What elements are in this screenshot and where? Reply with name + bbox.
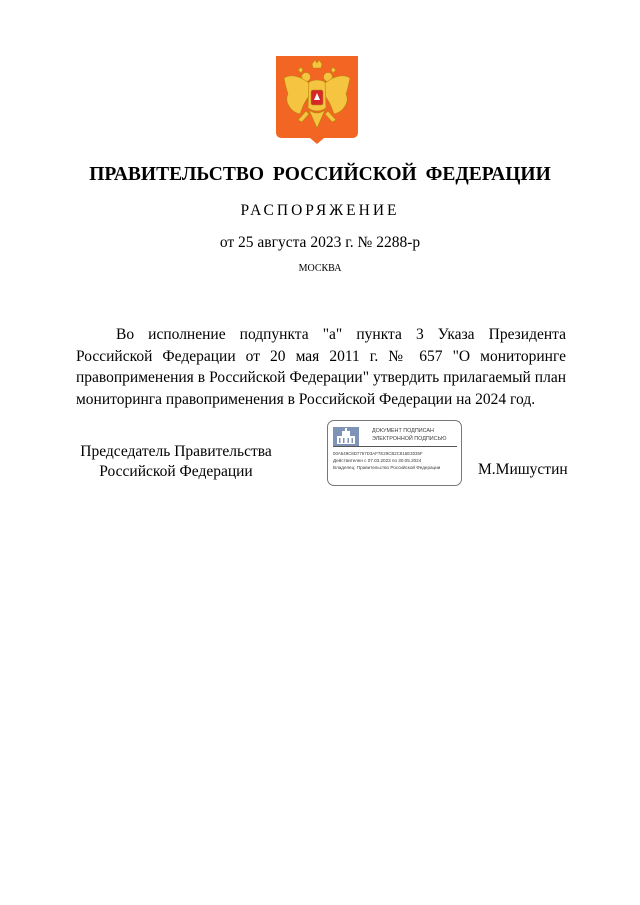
order-text: Во исполнение подпункта "а" пункта 3 Указа Президента Российской Федерации от 20 мая 2011 г. № 657 "О мониторинге правоприменения в Российской Федерации" утвердить прилагаемый план мониторинга правоприменения в Российской Федерации на 2024 год. [76, 326, 566, 408]
certificate-serial: 00A549C8D7767D3AF7E29CB2C816E3035F [333, 451, 423, 456]
stamp-divider [333, 446, 457, 447]
document-date-number: от 25 августа 2023 г. № 2288-р [219, 234, 421, 251]
stamp-heading-line-2: ЭЛЕКТРОННОЙ ПОДПИСЬЮ [372, 436, 447, 442]
signatory-position [70, 442, 282, 482]
government-building-icon [333, 427, 359, 447]
government-title: ПРАВИТЕЛЬСТВО РОССИЙСКОЙ ФЕДЕРАЦИИ [89, 164, 551, 185]
document-city: МОСКВА [298, 263, 342, 274]
stamp-heading-line-1: ДОКУМЕНТ ПОДПИСАН [372, 428, 434, 434]
position-line-1: Председатель Правительства [80, 443, 272, 460]
position-line-2: Российской Федерации [99, 463, 253, 480]
certificate-validity: Действителен с 07.03.2023 по 30.05.2024 [333, 458, 422, 463]
document-type: РАСПОРЯЖЕНИЕ [240, 202, 400, 219]
electronic-signature-stamp [327, 420, 462, 486]
certificate-owner: Владелец: Правительство Российской Федерации [333, 465, 441, 470]
coat-of-arms-icon [276, 56, 358, 144]
signer-name: М.Мишустин [478, 461, 568, 478]
